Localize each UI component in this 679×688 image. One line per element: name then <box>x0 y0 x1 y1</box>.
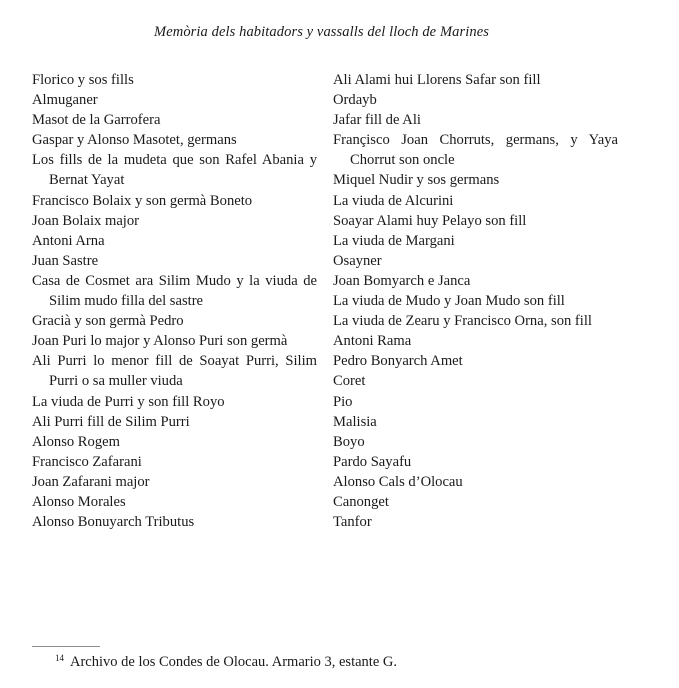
footnote <box>55 653 397 671</box>
list-item: Almuganer <box>32 92 98 109</box>
footnote-separator <box>32 646 100 647</box>
list-item: Joan Puri lo major y Alonso Puri son germà <box>32 333 288 350</box>
list-item: Osayner <box>333 252 382 269</box>
list-item: Joan Bolaix major <box>32 212 140 229</box>
list-item: Los fills de la mudeta que son Rafel Abania y Bernat Yayat <box>32 152 317 189</box>
list-item: Casa de Cosmet ara Silim Mudo y la viuda de Silim mudo filla del sastre <box>32 272 317 310</box>
list-item: Florico y sos fills <box>32 72 134 88</box>
list-item: Ali Purri fill de Silim Purri <box>32 413 190 430</box>
list-item: Joan Bomyarch e Janca <box>333 272 471 289</box>
list-item: Joan Zafarani major <box>32 473 150 490</box>
footnote-marker: 14 <box>55 653 64 663</box>
right-column-list <box>333 70 618 532</box>
list-item: Coret <box>333 373 366 390</box>
list-item: Miquel Nudir y sos germans <box>333 172 500 189</box>
list-item: La viuda de Zearu y Francisco Orna, son fill <box>333 313 592 330</box>
list-item: Pedro Bonyarch Amet <box>333 353 463 370</box>
list-item: Pio <box>333 393 353 410</box>
list-item: Alonso Morales <box>32 493 126 510</box>
list-item: Ali Alami hui Llorens Safar son fill <box>333 72 541 88</box>
list-item: Alonso Bonuyarch Tributus <box>32 514 195 531</box>
list-item: Alonso Cals d’Olocau <box>333 473 463 490</box>
list-item: La viuda de Mudo y Joan Mudo son fill <box>333 293 565 310</box>
list-item: Ordayb <box>333 92 377 109</box>
page-header-title: Memòria dels habitadors y vassalls del lloch de Marines <box>154 24 489 40</box>
list-item: Alonso Rogem <box>32 433 120 450</box>
list-item: Canonget <box>333 493 389 510</box>
list-item: La viuda de Margani <box>333 232 455 249</box>
list-item: Tanfor <box>333 514 372 531</box>
list-item: Antoni Rama <box>333 333 412 350</box>
footnote-text: Archivo de los Condes de Olocau. Armario 3, estante G. <box>70 654 397 670</box>
list-item: Françisco Joan Chorruts, germans, y Yaya Chorrut son oncle <box>333 132 618 169</box>
list-item: Antoni Arna <box>32 232 105 249</box>
list-item: Jafar fill de Ali <box>333 112 421 129</box>
list-item: Juan Sastre <box>32 252 99 269</box>
list-item: Francisco Bolaix y son germà Boneto <box>32 192 253 209</box>
list-item: Malisia <box>333 413 377 430</box>
list-item: Gracià y son germà Pedro <box>32 313 184 330</box>
list-item: Boyo <box>333 433 365 450</box>
list-item: Francisco Zafarani <box>32 453 142 470</box>
list-item: Pardo Sayafu <box>333 453 412 470</box>
list-item: La viuda de Alcurini <box>333 192 454 209</box>
list-item: La viuda de Purri y son fill Royo <box>32 393 225 410</box>
list-item: Soayar Alami huy Pelayo son fill <box>333 212 527 229</box>
list-item: Ali Purri lo menor fill de Soayat Purri, Silim Purri o sa muller viuda <box>32 353 317 390</box>
left-column-list <box>32 70 317 532</box>
list-item: Masot de la Garrofera <box>32 112 161 129</box>
list-item: Gaspar y Alonso Masotet, germans <box>32 132 237 149</box>
